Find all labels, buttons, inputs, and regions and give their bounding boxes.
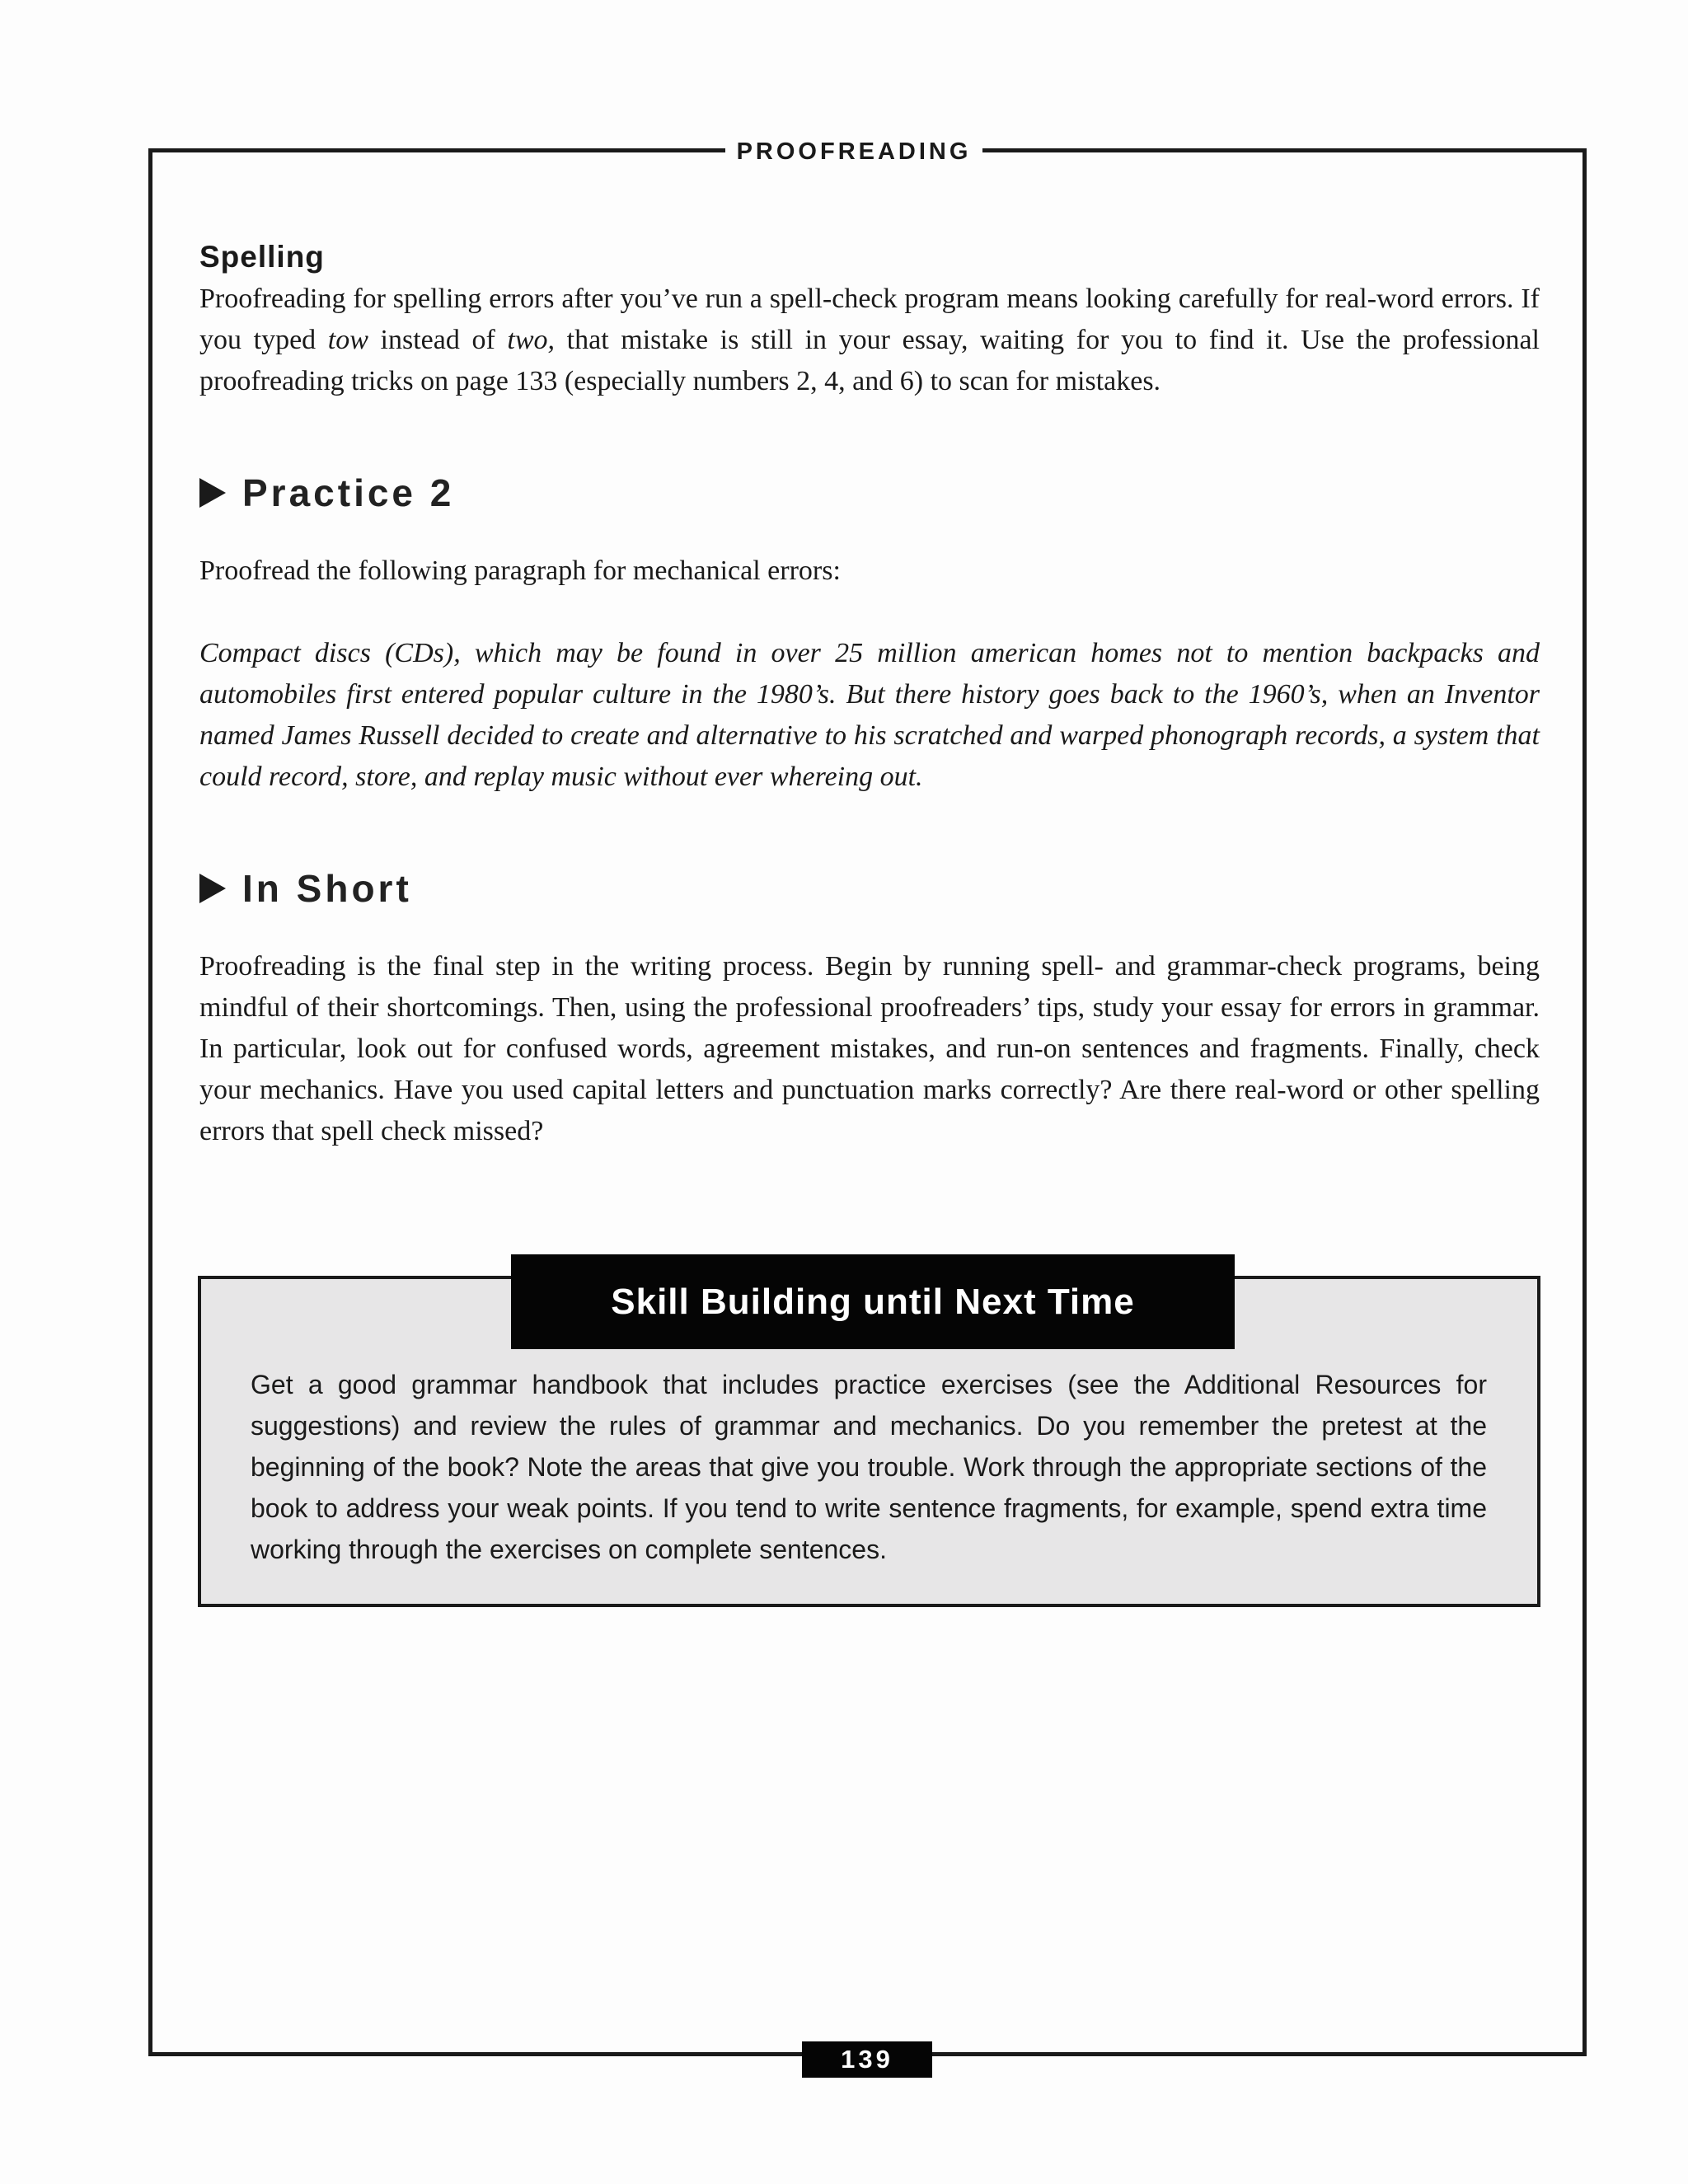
running-head-text: PROOFREADING: [725, 137, 983, 166]
in-short-heading-text: In Short: [242, 867, 412, 910]
triangle-bullet-icon: [199, 874, 226, 903]
skill-building-text: Get a good grammar handbook that includes practice exercises (see the Additional Resources for suggestions) and review the rules of grammar and mechanics. Do you remember the pretest at the beginning of the book? Note the areas that give you trouble. Work through the appropriate sections of the book to address your weak points. If you tend to write sentence fragments, for example, spend extra time working through the exercises on complete sentences.: [251, 1370, 1487, 1564]
triangle-bullet-icon: [199, 478, 226, 508]
in-short-heading: [199, 865, 1540, 912]
page-number: 139: [802, 2041, 932, 2078]
practice-instruction: Proofread the following paragraph for mechanical errors:: [199, 555, 841, 586]
practice-heading-text: Practice 2: [242, 471, 455, 514]
running-head: [0, 137, 1688, 166]
practice-heading: [199, 470, 1540, 516]
spelling-paragraph: Proofreading for spelling errors after you’ve run a spell-check program means looking carefully for real-word errors. If you typed tow instead of two, that mistake is still in your essay, waiting for you to find it. Use the professional proofreading tricks on page 133 (especially numbers 2, 4, and 6) to scan for mistakes.: [199, 284, 1540, 396]
skill-building-title: Skill Building until Next Time: [511, 1254, 1235, 1349]
main-content: [199, 239, 1540, 1152]
spelling-heading: Spelling: [199, 240, 325, 274]
practice-passage: Compact discs (CDs), which may be found in over 25 million american homes not to mention backpacks and automobiles first entered popular culture in the 1980’s. But there history goes back to the 1960’s, when an Inventor named James Russell decided to create and alternative to his scratched and warped phonograph records, a system that could record, store, and replay music without ever whereing out.: [199, 638, 1540, 792]
in-short-paragraph: Proofreading is the final step in the writing process. Begin by running spell- and grammar-check programs, being mindful of their shortcomings. Then, using the professional proofreaders’ tips, study your essay for errors in grammar. In particular, look out for confused words, agreement mistakes, and run-on sentences and fragments. Finally, check your mechanics. Have you used capital letters and punctuation marks correctly? Are there real-word or other spelling errors that spell check missed?: [199, 951, 1540, 1146]
